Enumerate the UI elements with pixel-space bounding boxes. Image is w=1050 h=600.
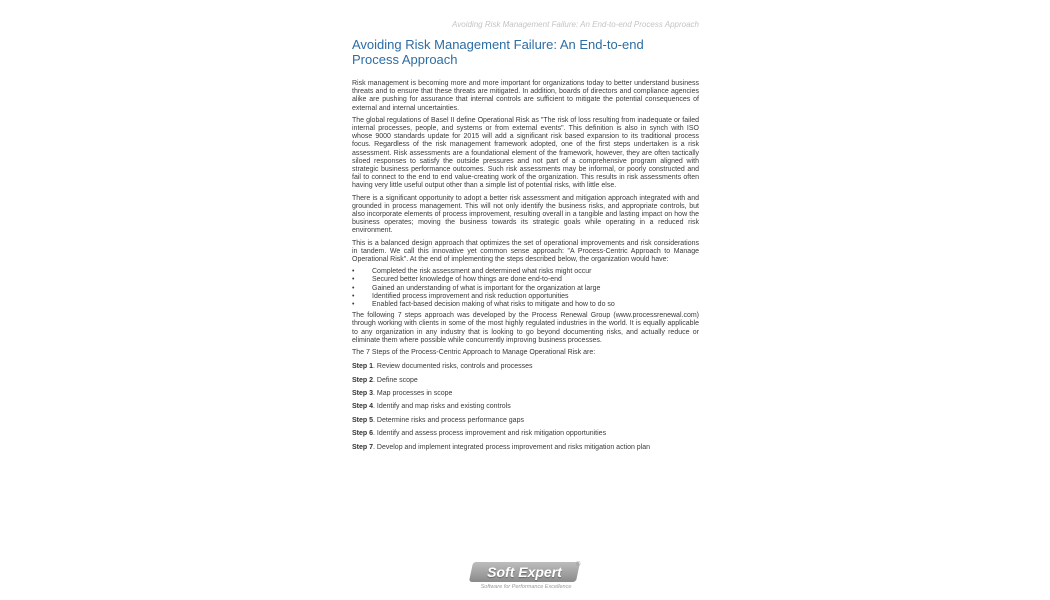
title-line-2: Process Approach [352, 52, 458, 67]
list-item: • Identified process improvement and risk reduction opportunities [352, 292, 569, 300]
registered-mark: ® [576, 562, 581, 568]
steps-intro: The 7 Steps of the Process-Centric Approach to Manage Operational Risk are: [352, 349, 596, 357]
document-page [352, 0, 699, 600]
outcomes-list [352, 268, 699, 309]
step-item: Step 4. Identify and map risks and existing controls [352, 403, 511, 411]
paragraph-opportunity: There is a significant opportunity to adopt a better risk assessment and mitigation approach integrated with and grounded in process management. This will not only identify the business risks, and appropriate controls, but also incorporate elements of process improvement, resulting overall in a tangible and lasting impact on how the business operates; moving the business towards its strategic goals while operating in a reduced risk environment. [352, 194, 699, 235]
paragraph-basel: The global regulations of Basel II define Operational Risk as "The risk of loss resulting from inadequate or failed internal processes, people, and systems or from external events". This definition is also in synch with ISO whose 9000 standards update for 2015 will add a significant risk based expansion to its traditional process focus. Regardless of the risk management framework adopted, one of the first steps undertaken is a risk assessment. Risk assessments are a foundational element of the framework, however, they are often tactically siloed responses to satisfy the outside pressures and not part of a comprehensive program aligned with strategic business performance outcomes. Such risk assessments may be informal, or poorly constructed and fail to connect to the end to end value-creating work of the organization. This results in risk assessments often having very little useful output other than a simple list of potential risks, with little else. [352, 116, 699, 190]
document-title [352, 37, 682, 67]
logo-wordmark: Soft Expert [487, 564, 562, 580]
list-item: • Completed the risk assessment and determined what risks might occur [352, 268, 592, 276]
bullet-icon: • [352, 301, 355, 309]
bullet-icon: • [352, 276, 355, 284]
step-item: Step 1. Review documented risks, controls and processes [352, 363, 533, 371]
step-item: Step 2. Define scope [352, 376, 418, 384]
bullet-icon: • [352, 292, 355, 300]
logo-tagline: Software for Performance Excellence [480, 584, 572, 590]
step-item: Step 7. Develop and implement integrated process improvement and risks mitigation action plan [352, 443, 651, 451]
running-header: Avoiding Risk Management Failure: An End-to-end Process Approach [452, 20, 699, 29]
document-body [352, 80, 699, 457]
step-item: Step 3. Map processes in scope [352, 390, 453, 398]
bullet-icon: • [352, 284, 355, 292]
list-item: • Secured better knowledge of how things are done end-to-end [352, 276, 562, 284]
list-item: • Enabled fact-based decision making of what risks to mitigate and how to do so [352, 301, 615, 309]
steps-list [352, 363, 699, 457]
title-line-1: Avoiding Risk Management Failure: An End-to-end [352, 37, 644, 52]
step-item: Step 5. Determine risks and process performance gaps [352, 416, 524, 424]
softexpert-logo [471, 562, 581, 592]
bullet-icon: • [352, 268, 355, 276]
list-item: • Gained an understanding of what is important for the organization at large [352, 284, 601, 292]
step-item: Step 6. Identify and assess process improvement and risk mitigation opportunities [352, 430, 607, 438]
paragraph-seven-steps: The following 7 steps approach was developed by the Process Renewal Group (www.processrenewal.com) through working with clients in some of the most highly regulated industries in the world. It is equally applicable to any organization in any industry that is looking to go beyond documenting risks, and actually reduce or eliminate them where possible while concurrently improving business processes. [352, 312, 699, 344]
paragraph-balanced-design: This is a balanced design approach that optimizes the set of operational improvements and risk considerations in tandem. We call this innovative yet common sense approach: "A Process-Centric Approach to Manage Operational Risk". At the end of implementing the steps described below, the organization would have: [352, 239, 699, 264]
paragraph-intro: Risk management is becoming more and more important for organizations today to better understand business threats and to ensure that these threats are mitigated. In addition, boards of directors and compliance agencies alike are pushing for assurance that internal controls are sufficient to mitigate the potential consequences of external and internal uncertainties. [352, 80, 699, 112]
